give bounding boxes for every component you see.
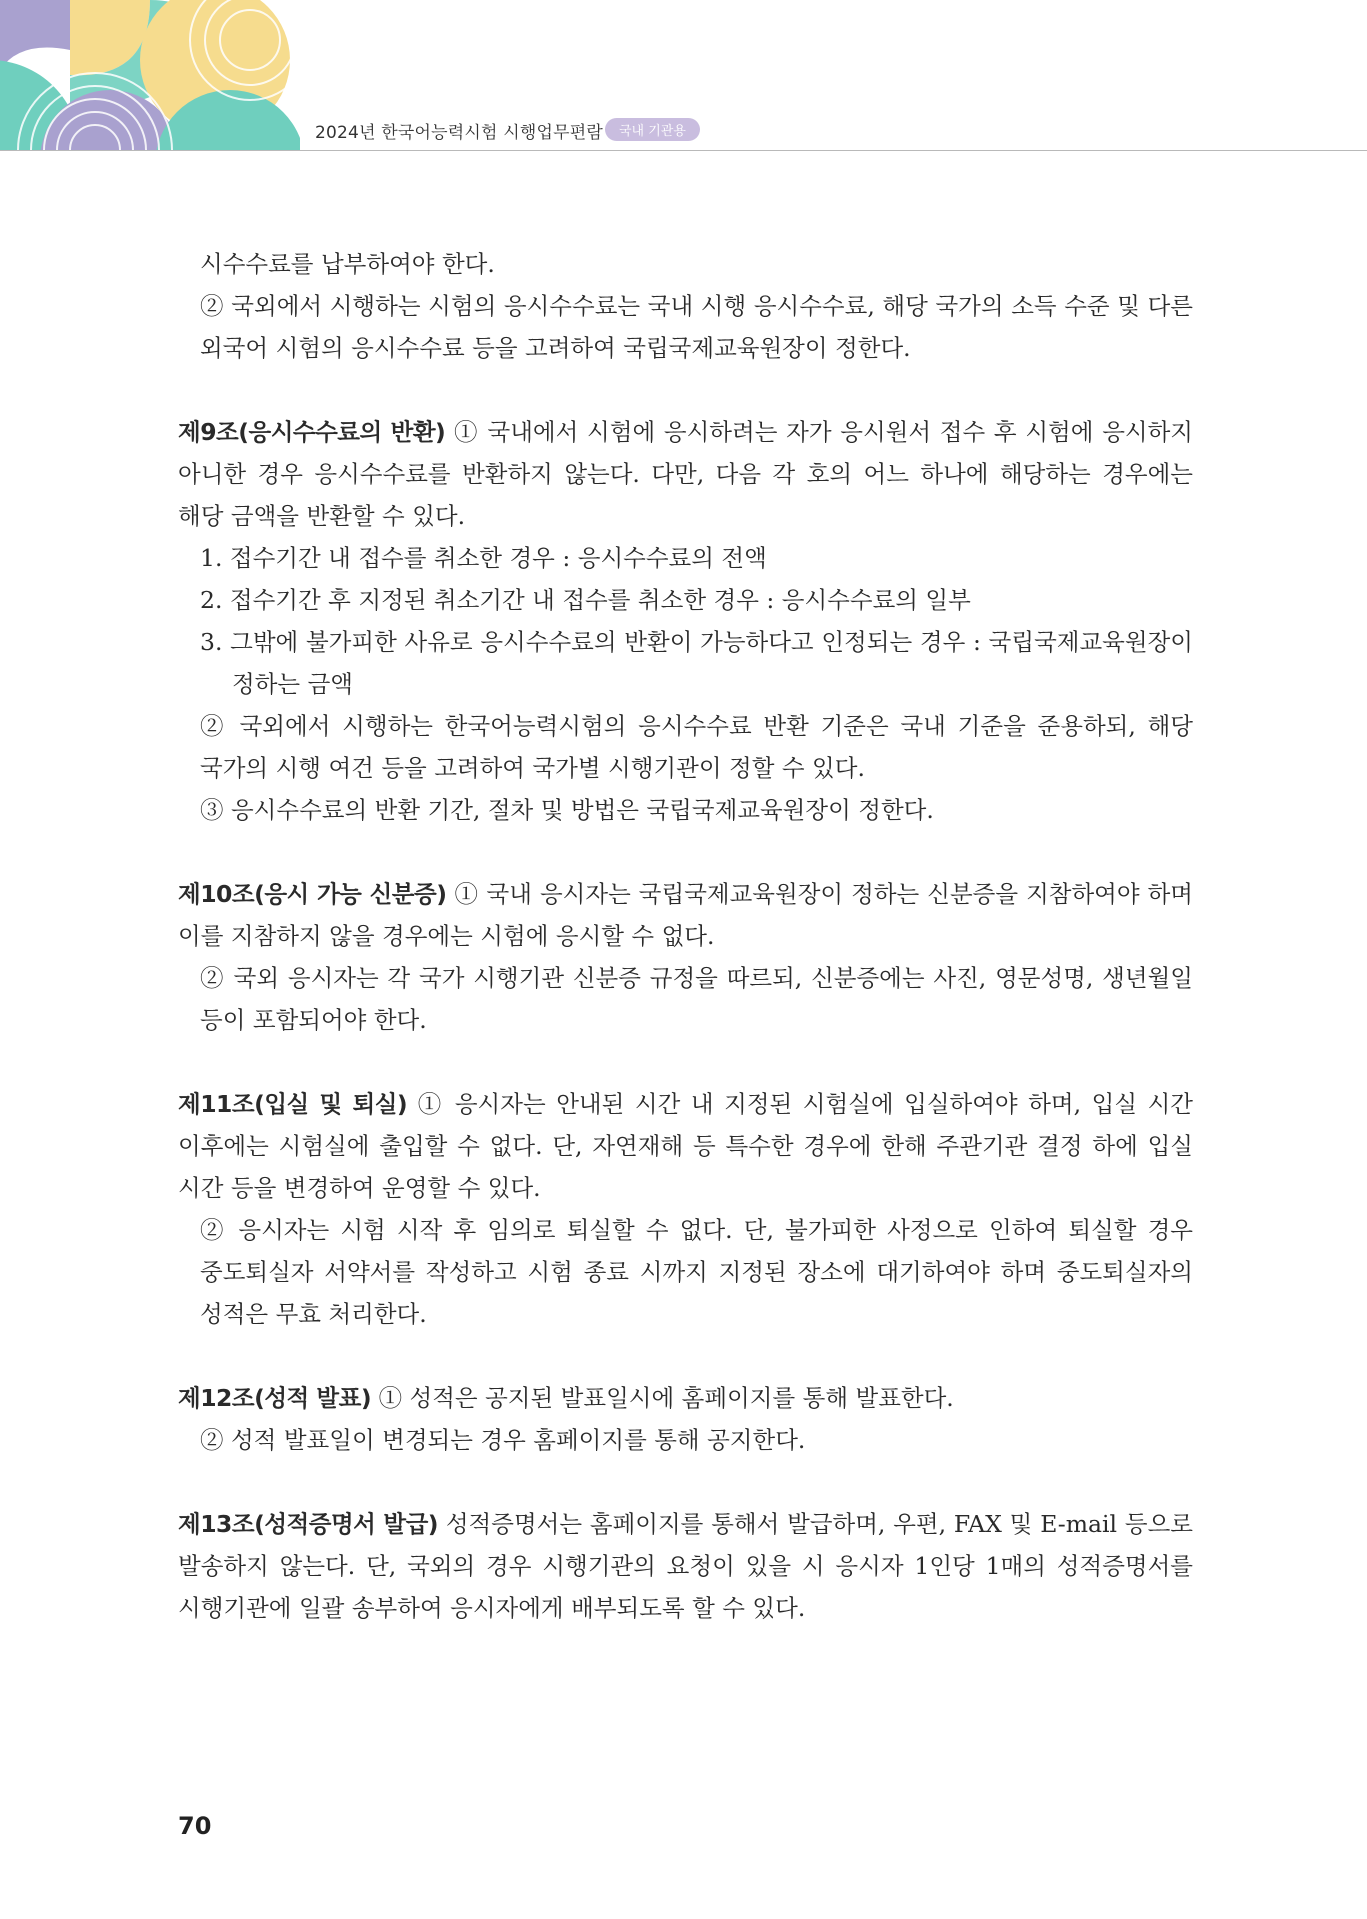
header-divider bbox=[0, 150, 1367, 151]
paragraph: ② 성적 발표일이 변경되는 경우 홈페이지를 통해 공지한다. bbox=[200, 1426, 806, 1454]
article-11 bbox=[178, 1083, 1193, 1209]
article-10 bbox=[178, 873, 1193, 957]
paragraph: 시수수료를 납부하여야 한다. bbox=[200, 250, 495, 278]
article-text: ① 국내 응시자는 국립국제교육원장이 정하는 신분증을 지참하여야 하며 이를 지참하지 않을 경우에는 시험에 응시할 수 없다. bbox=[178, 880, 1193, 950]
page-number: 70 bbox=[178, 1812, 212, 1840]
purple-petal-left bbox=[0, 0, 70, 70]
list-item: 3. 그밖에 불가피한 사유로 응시수수료의 반환이 가능하다고 인정되는 경우 : 국립국제교육원장이 정하는 금액 bbox=[200, 628, 1193, 698]
article-text: 성적증명서는 홈페이지를 통해서 발급하며, 우편, FAX 및 E-mail 등으로 발송하지 않는다. 단, 국외의 경우 시행기관의 요청이 있을 시 응시자 1인당 1매의 성적증명서를 시행기관에 일괄 송부하여 응시자에게 배부되도록 할 수 있다. bbox=[178, 1510, 1193, 1622]
article-text: ① 국내에서 시험에 응시하려는 자가 응시원서 접수 후 시험에 응시하지 아니한 경우 응시수수료를 반환하지 않는다. 다만, 다음 각 호의 어느 하나에 해당하는 경우에는 해당 금액을 반환할 수 있다. bbox=[178, 418, 1193, 530]
list-item: 1. 접수기간 내 접수를 취소한 경우 : 응시수수료의 전액 bbox=[200, 544, 767, 572]
article-heading: 제11조(입실 및 퇴실) bbox=[178, 1090, 408, 1118]
paragraph: ③ 응시수수료의 반환 기간, 절차 및 방법은 국립국제교육원장이 정한다. bbox=[200, 796, 934, 824]
article-12 bbox=[178, 1377, 1193, 1419]
article-heading: 제13조(성적증명서 발급) bbox=[178, 1510, 439, 1538]
paragraph: ② 응시자는 시험 시작 후 임의로 퇴실할 수 없다. 단, 불가피한 사정으로 인하여 퇴실할 경우 중도퇴실자 서약서를 작성하고 시험 종료 시까지 지정된 장소에 대기하여야 하며 중도퇴실자의 성적은 무효 처리한다. bbox=[200, 1216, 1193, 1328]
article-text: ① 성적은 공지된 발표일시에 홈페이지를 통해 발표한다. bbox=[378, 1384, 954, 1412]
header-badge: 국내 기관용 bbox=[605, 118, 700, 141]
article-text: ① 응시자는 안내된 시간 내 지정된 시험실에 입실하여야 하며, 입실 시간 이후에는 시험실에 출입할 수 없다. 단, 자연재해 등 특수한 경우에 한해 주관기관 결정 하에 입실 시간 등을 변경하여 운영할 수 있다. bbox=[178, 1090, 1193, 1202]
paragraph: ② 국외에서 시행하는 시험의 응시수수료는 국내 시행 응시수수료, 해당 국가의 소득 수준 및 다른 외국어 시험의 응시수수료 등을 고려하여 국립국제교육원장이 정한다. bbox=[200, 292, 1193, 362]
paragraph: ② 국외에서 시행하는 한국어능력시험의 응시수수료 반환 기준은 국내 기준을 준용하되, 해당 국가의 시행 여건 등을 고려하여 국가별 시행기관이 정할 수 있다. bbox=[200, 712, 1193, 782]
paragraph: ② 국외 응시자는 각 국가 시행기관 신분증 규정을 따르되, 신분증에는 사진, 영문성명, 생년월일 등이 포함되어야 한다. bbox=[200, 964, 1193, 1034]
header-title: 2024년 한국어능력시험 시행업무편람 bbox=[315, 123, 603, 143]
document-body bbox=[178, 243, 1193, 1629]
article-9 bbox=[178, 411, 1193, 537]
article-heading: 제12조(성적 발표) bbox=[178, 1384, 372, 1412]
article-heading: 제9조(응시수수료의 반환) bbox=[178, 418, 446, 446]
header-decoration bbox=[0, 0, 300, 152]
article-13 bbox=[178, 1503, 1193, 1629]
list-item: 2. 접수기간 후 지정된 취소기간 내 접수를 취소한 경우 : 응시수수료의 일부 bbox=[200, 586, 971, 614]
article-heading: 제10조(응시 가능 신분증) bbox=[178, 880, 447, 908]
